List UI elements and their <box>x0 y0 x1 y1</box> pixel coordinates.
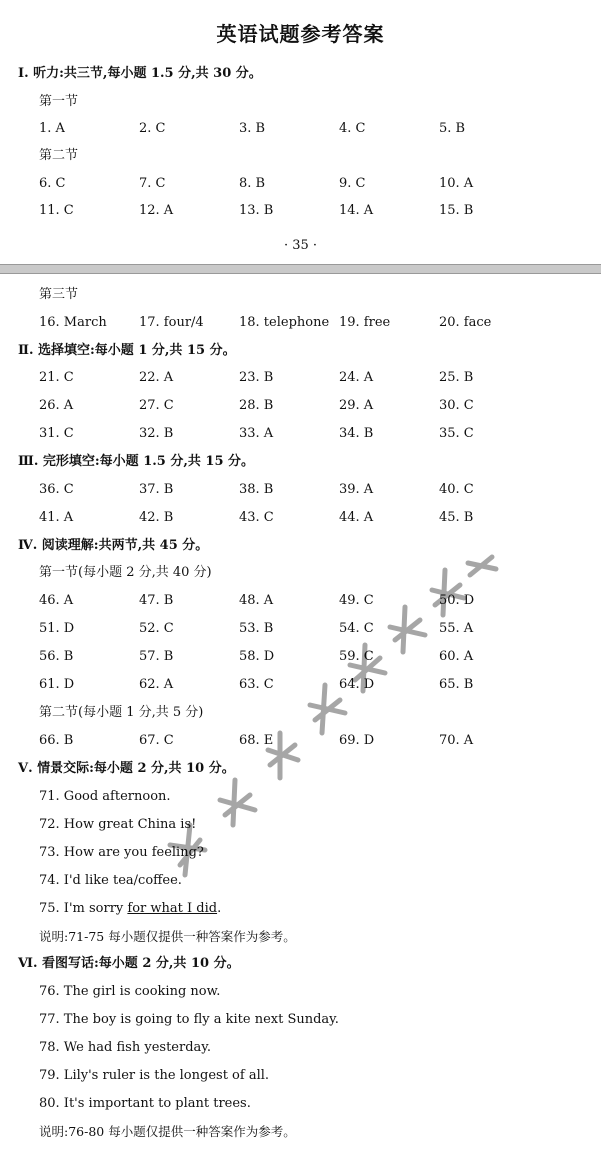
answer-item: 14. A <box>339 203 374 218</box>
answer-item: 24. A <box>339 370 374 385</box>
answer-80: 80. It's important to plant trees. <box>39 1096 251 1111</box>
answer-item: 2. C <box>139 121 166 136</box>
answer-75-underlined: for what I did <box>127 901 218 916</box>
answer-74: 74. I'd like tea/coffee. <box>39 873 182 888</box>
answer-item: 65. B <box>439 677 474 692</box>
answer-item: 38. B <box>239 482 274 497</box>
part6-note: 说明:76-80 每小题仅提供一种答案作为参考。 <box>39 1124 296 1139</box>
page-divider <box>0 264 601 274</box>
answer-row <box>39 648 579 666</box>
part2-heading: Ⅱ. 选择填空:每小题 1 分,共 15 分。 <box>18 343 236 358</box>
answer-row <box>39 676 579 694</box>
answer-item: 40. C <box>439 482 474 497</box>
answer-item: 42. B <box>139 510 174 525</box>
part6-heading: Ⅵ. 看图写话:每小题 2 分,共 10 分。 <box>18 956 240 971</box>
answer-item: 56. B <box>39 649 74 664</box>
answer-item: 4. C <box>339 121 366 136</box>
answer-item: 36. C <box>39 482 74 497</box>
answer-item: 54. C <box>339 621 374 636</box>
part1-section3-label: 第三节 <box>39 287 79 302</box>
answer-item: 12. A <box>139 203 174 218</box>
answer-item: 45. B <box>439 510 474 525</box>
answer-item: 66. B <box>39 733 74 748</box>
answer-item: 27. C <box>139 398 174 413</box>
answer-78: 78. We had fish yesterday. <box>39 1040 212 1055</box>
page-number: · 35 · <box>283 238 318 253</box>
answer-item: 26. A <box>39 398 74 413</box>
part5-heading: Ⅴ. 情景交际:每小题 2 分,共 10 分。 <box>18 761 235 776</box>
answer-79: 79. Lily's ruler is the longest of all. <box>39 1068 270 1083</box>
answer-row <box>39 369 579 387</box>
part1-section2-label: 第二节 <box>39 148 79 163</box>
answer-item: 51. D <box>39 621 75 636</box>
answer-row <box>39 509 579 527</box>
answer-item: 55. A <box>439 621 474 636</box>
answer-item: 16. March <box>39 315 107 330</box>
answer-item: 61. D <box>39 677 75 692</box>
answer-72: 72. How great China is! <box>39 817 197 832</box>
part1-section1-label: 第一节 <box>39 94 79 109</box>
answer-item: 29. A <box>339 398 374 413</box>
answer-item: 22. A <box>139 370 174 385</box>
answer-item: 49. C <box>339 593 374 608</box>
part4-heading: Ⅳ. 阅读理解:共两节,共 45 分。 <box>18 538 209 553</box>
answer-item: 68. E <box>239 733 274 748</box>
answer-item: 37. B <box>139 482 174 497</box>
answer-item: 32. B <box>139 426 174 441</box>
answer-71: 71. Good afternoon. <box>39 789 171 804</box>
answer-item: 9. C <box>339 176 366 191</box>
answer-row <box>39 425 579 443</box>
answer-item: 50. D <box>439 593 475 608</box>
answer-item: 21. C <box>39 370 74 385</box>
answer-item: 19. free <box>339 315 391 330</box>
answer-item: 59. C <box>339 649 374 664</box>
answer-item: 46. A <box>39 593 74 608</box>
answer-item: 53. B <box>239 621 274 636</box>
part3-heading: Ⅲ. 完形填空:每小题 1.5 分,共 15 分。 <box>18 454 255 469</box>
answer-75 <box>39 900 221 918</box>
page-top <box>0 0 601 264</box>
answer-item: 13. B <box>239 203 274 218</box>
answer-item: 62. A <box>139 677 174 692</box>
answer-row <box>39 732 579 750</box>
answer-item: 23. B <box>239 370 274 385</box>
answer-item: 31. C <box>39 426 74 441</box>
answer-item: 43. C <box>239 510 274 525</box>
answer-77: 77. The boy is going to fly a kite next Sunday. <box>39 1012 339 1027</box>
answer-item: 10. A <box>439 176 474 191</box>
answer-row <box>39 202 579 220</box>
answer-item: 1. A <box>39 121 65 136</box>
page-title: 英语试题参考答案 <box>216 22 385 46</box>
answer-item: 64. D <box>339 677 375 692</box>
answer-item: 63. C <box>239 677 274 692</box>
answer-item: 6. C <box>39 176 66 191</box>
answer-row <box>39 620 579 638</box>
answer-item: 57. B <box>139 649 174 664</box>
answer-item: 39. A <box>339 482 374 497</box>
answer-75-suffix: . <box>217 901 222 916</box>
answer-75-prefix: 75. I'm sorry <box>39 901 128 916</box>
answer-item: 11. C <box>39 203 74 218</box>
answer-item: 17. four/4 <box>139 315 204 330</box>
answer-item: 28. B <box>239 398 274 413</box>
answer-item: 48. A <box>239 593 274 608</box>
answer-item: 18. telephone <box>239 315 330 330</box>
answer-item: 58. D <box>239 649 275 664</box>
answer-76: 76. The girl is cooking now. <box>39 984 221 999</box>
answer-item: 33. A <box>239 426 274 441</box>
answer-row <box>39 397 579 415</box>
answer-item: 15. B <box>439 203 474 218</box>
answer-item: 25. B <box>439 370 474 385</box>
answer-item: 7. C <box>139 176 166 191</box>
answer-item: 69. D <box>339 733 375 748</box>
part1-heading: Ⅰ. 听力:共三节,每小题 1.5 分,共 30 分。 <box>18 66 262 81</box>
answer-73: 73. How are you feeling? <box>39 845 204 860</box>
answer-row <box>39 314 579 332</box>
answer-item: 5. B <box>439 121 466 136</box>
answer-row <box>39 175 579 193</box>
answer-item: 70. A <box>439 733 474 748</box>
answer-row <box>39 592 579 610</box>
answer-item: 35. C <box>439 426 474 441</box>
answer-item: 52. C <box>139 621 174 636</box>
answer-row <box>39 481 579 499</box>
answer-item: 30. C <box>439 398 474 413</box>
answer-item: 41. A <box>39 510 74 525</box>
answer-item: 34. B <box>339 426 374 441</box>
answer-item: 47. B <box>139 593 174 608</box>
answer-item: 20. face <box>439 315 492 330</box>
part5-note: 说明:71-75 每小题仅提供一种答案作为参考。 <box>39 929 296 944</box>
part4-section2-label: 第二节(每小题 1 分,共 5 分) <box>39 705 204 720</box>
answer-item: 3. B <box>239 121 266 136</box>
part4-section1-label: 第一节(每小题 2 分,共 40 分) <box>39 565 212 580</box>
answer-item: 44. A <box>339 510 374 525</box>
answer-item: 67. C <box>139 733 174 748</box>
answer-row <box>39 120 579 138</box>
answer-item: 8. B <box>239 176 266 191</box>
answer-item: 60. A <box>439 649 474 664</box>
